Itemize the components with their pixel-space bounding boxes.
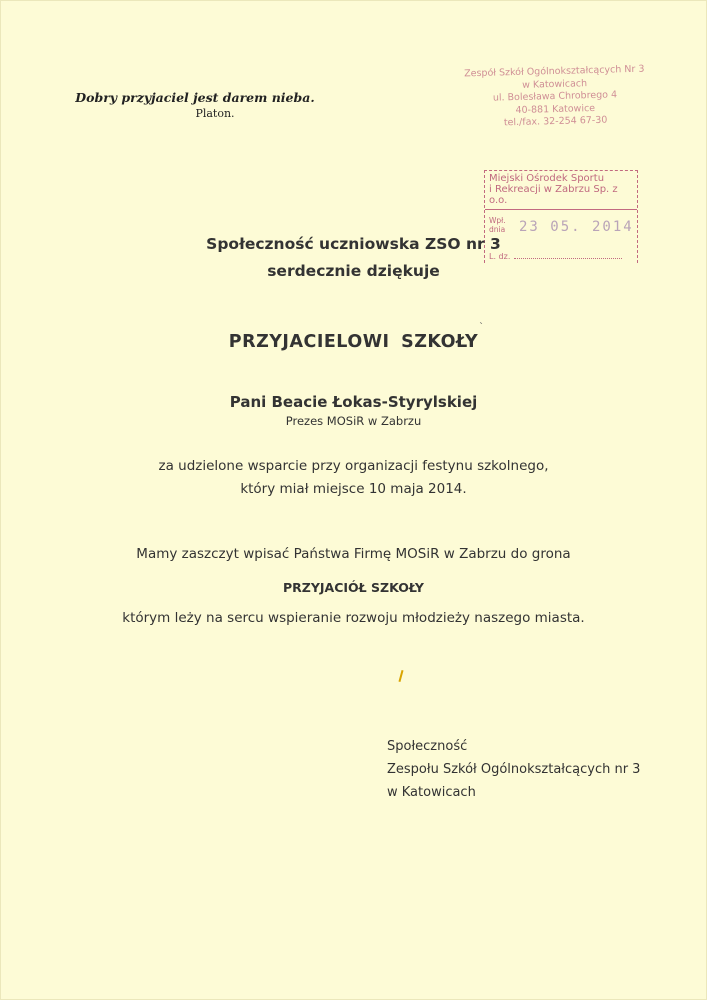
school-stamp-line: Zespół Szkół Ogólnokształcących Nr 3 <box>464 63 645 80</box>
signature-line1: Społeczność <box>387 739 468 754</box>
signature-line2: Zespołu Szkół Ogólnokształcących nr 3 <box>387 762 641 777</box>
thanks-text <box>0 455 707 501</box>
pen-mark: ` <box>479 322 484 333</box>
signature-block <box>387 735 640 804</box>
school-stamp-line: 40-881 Katowice <box>515 102 596 116</box>
highlighter-mark <box>398 670 403 682</box>
received-label-1: Wpł. <box>489 216 506 225</box>
document-title: PRZYJACIELOWI SZKOŁY <box>228 332 479 352</box>
mosir-stamp-org-line1: Miejski Ośrodek Sportu <box>489 173 605 184</box>
motto-quote: Dobry przyjaciel jest darem nieba. <box>75 90 315 105</box>
motto-author: Platon. <box>195 107 235 120</box>
recipient-name: Pani Beacie Łokas-Styrylskiej <box>229 393 478 411</box>
mosir-stamp-org-line2: i Rekreacji w Zabrzu Sp. z o.o. <box>489 184 618 206</box>
friends-heading: PRZYJACIÓŁ SZKOŁY <box>282 580 424 595</box>
thanks-line1: za udzielone wsparcie przy organizacji festynu szkolnego, <box>158 458 549 474</box>
honor-text: Mamy zaszczyt wpisać Państwa Firmę MOSiR w Zabrzu do grona <box>136 546 571 562</box>
mosir-stamp-org <box>485 171 637 210</box>
support-text: którym leży na sercu wspieranie rozwoju młodzieży naszego miasta. <box>122 610 585 626</box>
headline-line2: serdecznie dziękuje <box>267 262 440 280</box>
school-stamp-line: w Katowicach <box>522 77 588 91</box>
mosir-stamp-date: 23 05. 2014 <box>519 219 634 235</box>
ldz-label: L. dz. <box>489 252 511 261</box>
received-label-2: dnia <box>489 225 506 234</box>
motto <box>60 90 330 120</box>
thanks-line2: który miał miejsce 10 maja 2014. <box>240 481 467 497</box>
signature-line3: w Katowicach <box>387 785 476 800</box>
headline-line1: Społeczność uczniowska ZSO nr 3 <box>206 235 501 253</box>
school-stamp-line: tel./fax. 32-254 67-30 <box>503 114 608 129</box>
school-stamp-line: ul. Bolesława Chrobrego 4 <box>492 89 618 104</box>
headline <box>0 231 707 285</box>
school-stamp <box>451 63 659 131</box>
recipient-role: Prezes MOSiR w Zabrzu <box>285 414 422 428</box>
